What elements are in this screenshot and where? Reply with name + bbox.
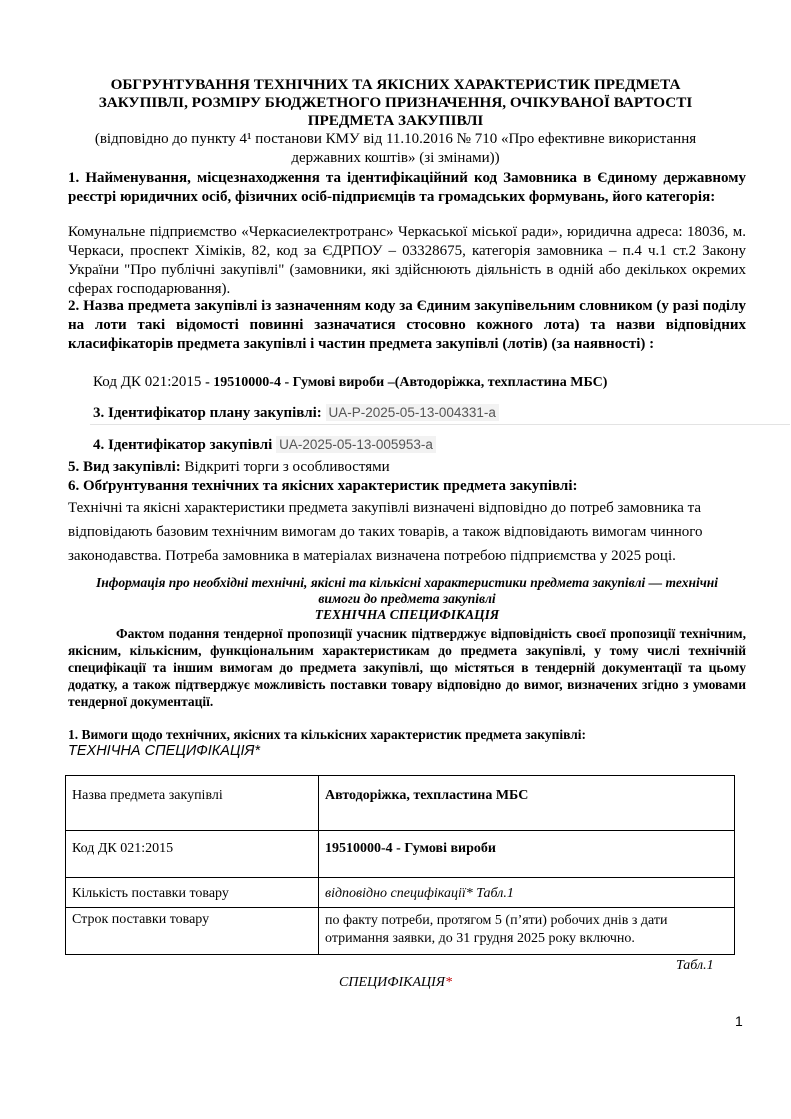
section6-line: законодавства. Потреба замовника в матеріалах визначена потребою підприємства у 2025 році. <box>68 548 676 564</box>
procurement-type-label: 5. Вид закупівлі: <box>68 459 181 475</box>
title-line: ПРЕДМЕТА ЗАКУПІВЛІ <box>307 112 484 129</box>
info-line: Інформація про необхідні технічні, якісні та кількісні характеристики предмета закупівлі — технічні <box>95 575 719 590</box>
section5 <box>68 458 746 477</box>
section1-body: Комунальне підприємство «Черкасиелектротранс» Черкаської міської ради», юридична адреса: 18036, м. Черкаси, проспект Хіміків, 82, код за ЄДРПОУ – 03328675, категорія замовника – п.4 ч.1 ст.2 Закону України "Про публічні закупівлі" (замовники, які здійснюють діяльність в одній або декількох окремих сферах господарювання). <box>68 224 746 297</box>
subtitle-line: (відповідно до пункту 4¹ постанови КМУ від 11.10.2016 № 710 «Про ефективне використання <box>94 131 697 147</box>
procurement-id-label: 4. Ідентифікатор закупівлі <box>93 437 273 453</box>
page-number: 1 <box>735 1013 743 1029</box>
section2-code <box>93 373 743 392</box>
procurement-id-field[interactable]: UA-2025-05-13-005953-a <box>276 436 436 453</box>
code-prefix: Код ДК 021:2015 <box>93 374 206 390</box>
table-row <box>66 776 735 831</box>
specification-footer-star: * <box>444 975 452 990</box>
section4 <box>93 435 743 455</box>
code-value: - 19510000-4 - Гумові вироби –(Автодоріжка, техпластина МБС) <box>205 375 608 390</box>
document-title <box>60 76 731 130</box>
section1-heading: 1. Найменування, місцезнаходження та ідентифікаційний код Замовника в Єдиному державному реєстрі юридичних осіб, фізичних осіб-підприємців та громадських формувань, його категорія: <box>68 170 746 205</box>
info-paragraph: Фактом подання тендерної пропозиції учасник підтверджує відповідність своєї пропозиції технічним, якісним, кількісним, функціональним характеристикам до предмета закупівлі, у тому числі технічній специфікації та іншим вимогам до предмета закупівлі, що містяться в тендерній документації та цьому додатку, а також підтверджує можливість поставки товару відповідно до вимог, визначених згідно з умовами тендерної документації. <box>68 626 746 709</box>
plan-id-label: 3. Ідентифікатор плану закупівлі: <box>93 405 322 421</box>
title-line: ОБГРУНТУВАННЯ ТЕХНІЧНИХ ТА ЯКІСНИХ ХАРАКТЕРИСТИК ПРЕДМЕТА <box>110 76 681 93</box>
table-reference: Табл.1 <box>676 958 714 973</box>
table-row <box>66 831 735 878</box>
table-cell-label: Код ДК 021:2015 <box>66 831 319 878</box>
table-cell-label: Кількість поставки товару <box>66 878 319 908</box>
table-row <box>66 878 735 908</box>
table-cell-label: Строк поставки товару <box>66 908 319 955</box>
table-cell-label: Назва предмета закупівлі <box>66 776 319 831</box>
table-row <box>66 908 735 955</box>
subtitle-line: державних коштів» (зі змінами)) <box>291 150 500 166</box>
table-cell-value: по факту потреби, протягом 5 (п’яти) робочих днів з дати отримання заявки, до 31 грудня 2025 року включно. <box>319 908 735 955</box>
specification-footer-text: СПЕЦИФІКАЦІЯ <box>339 975 445 990</box>
document-subtitle <box>60 130 731 168</box>
section6-body <box>68 496 746 568</box>
spec-table <box>65 775 735 955</box>
info-line: вимоги до предмета закупівлі <box>318 591 496 606</box>
table-cell-value: 19510000-4 - Гумові вироби <box>319 831 735 878</box>
title-line: ЗАКУПІВЛІ, РОЗМІРУ БЮДЖЕТНОГО ПРИЗНАЧЕННЯ, ОЧІКУВАНОЇ ВАРТОСТІ <box>98 94 693 111</box>
plan-id-field[interactable]: UA-P-2025-05-13-004331-a <box>326 404 499 421</box>
requirements-heading: 1. Вимоги щодо технічних, якісних та кількісних характеристик предмета закупівлі: <box>68 727 587 742</box>
table-cell-value: відповідно специфікації* Табл.1 <box>319 878 735 908</box>
section6-line: відповідають базовим технічним вимогам до таких товарів, а також відповідають вимогам чинного <box>68 524 703 540</box>
section6-line: Технічні та якісні характеристики предмета закупівлі визначені відповідно до потреб замовника та <box>68 500 702 516</box>
info-heading <box>68 575 746 623</box>
procurement-type-value: Відкриті торги з особливостями <box>180 459 390 475</box>
specification-footer <box>0 975 791 991</box>
section6-heading: 6. Обґрунтування технічних та якісних характеристик предмета закупівлі: <box>68 478 578 494</box>
table-cell-value: Автодоріжка, техпластина МБС <box>319 776 735 831</box>
divider <box>90 424 790 425</box>
requirements-spec-title: ТЕХНІЧНА СПЕЦИФІКАЦІЯ* <box>68 743 261 759</box>
info-spec-title: ТЕХНІЧНА СПЕЦИФІКАЦІЯ <box>314 607 500 622</box>
section3 <box>93 403 743 423</box>
section2-heading: 2. Назва предмета закупівлі із зазначенням коду за Єдиним закупівельним словником (у разі поділу на лоти такі відомості повинні зазначатися стосовно кожного лота) та назви відповідних класифікаторів предмета закупівлі і частин предмета закупівлі (лотів) (за наявності) : <box>68 298 746 352</box>
